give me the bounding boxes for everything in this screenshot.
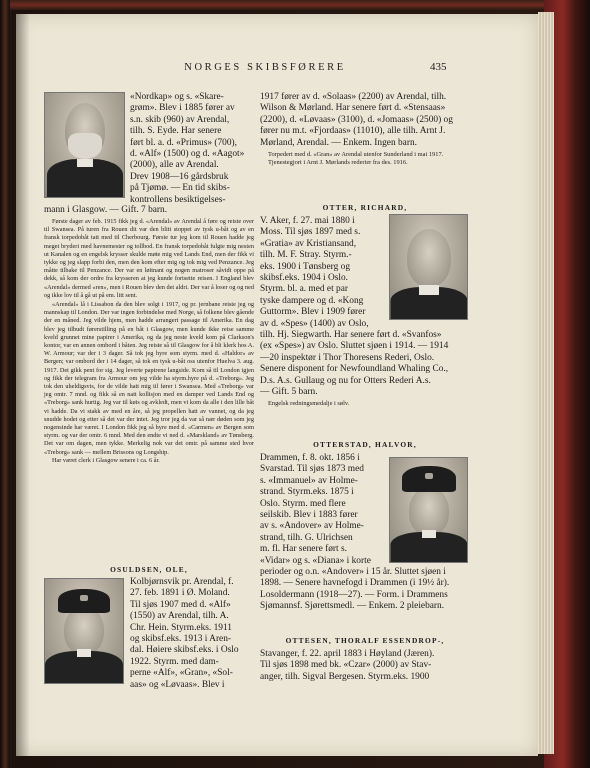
book-top-edge [10,0,590,10]
entry-heading-ottesen: OTTESEN, THORALF ESSENDROP-, [285,636,445,645]
entry-line: d. «Alf» (1500) og d. «Aagot» [130,149,245,160]
entry-line: strand. Styrm.eks. 1875 i [260,487,354,498]
portrait-photo-3 [389,214,468,320]
entry-line: Sjømannsf. Sjørettsmedl. — Enkem. 2 pleiebarn. [260,601,445,612]
entry-line: Til sjøs 1898 med bk. «Czar» (2000) av Stav- [260,660,432,671]
entry-line: og skibsf.eks. 1913 i Aren- [130,634,232,645]
note-line: Torpedert med d. «Gran» av Arendal utenfor Sunderland i mai 1917. [268,151,444,159]
entry-line: — Gift. 5 barn. [260,387,318,398]
entry-line: aas» og «Løvaas». Blev i [130,679,225,690]
entry-line: Wilson & Mørland. Har senere ført d. «Stensaas» [260,103,446,114]
note-line: Tjenestegjort i Arnt J. Mørlands rederier fra des. 1916. [268,159,408,167]
entry-line: Losoldermann (1918—27). — Form. i Drammens [260,589,448,600]
entry-line: tilh. Hj. Siegwarth. Har senere ført d. «Svanfos» [260,330,442,340]
entry-line: Drammen, f. 8. okt. 1856 i [260,453,360,463]
entry-ottesen-text [260,649,470,683]
entry-line: 27. feb. 1891 i Ø. Moland. [130,588,230,599]
entry-otter-text [260,216,384,330]
entry-line: s.n. skib (960) av Arendal, [130,114,230,125]
entry-line: (2200), d. «Løvaas» (3100), d. «Jomaas» (2500) og [260,114,453,125]
narrative-paragraph-1: Første dager av feb. 1915 fikk jeg d. «Arendal» av Arendal å føre og reiste over til Swansea. På turen fra Rouen dit var den blitt stoppet av tysk u-båt og av en fransk torpedobåt tatt med til Cherbourg. Første tur jeg kom til Rouen hadde jeg meget bryderi med havnemester og tollbod. En fransk torpedobåt fulgte mig nesten ut Kanalen og en engelsk krysser skulde møte mig ved Lands End, men der fikk vi tykke og jeg slapp forbi den, men den kom efter mig og tok mig ved Penzance. Jeg måtte tilbake til Penzance. Der var en løitnant og nogen matroser såvidt oppe på dekk, så kom der ordre fra krysseren at jeg kunde fortsette reisen. I England blev «Arendal» dermed «ren», men i Rouen blev den det aldri. Der var å loser og og ned og ikke lov til å gå ut på em. litt sent. [44,218,254,299]
entry-line: D.s. A.s. Gullaug og nu for Otters Rederi A.s. [260,375,431,386]
entry-heading-osuldsen: OSULDSEN, OLE, [110,565,188,574]
page-edges [538,12,554,754]
entry-line-full [44,205,254,216]
entry-heading-otter: OTTER, RICHARD, [322,203,408,212]
entry-line: Guttorm». Blev i 1909 fører [260,307,366,318]
entry-line: skibsf.eks. 1904 i Oslo. [260,273,349,284]
entry-line: (2000), alle av Arendal. [130,160,219,171]
entry-line: Moss. Til sjøs 1897 med s. [260,227,361,238]
portrait-photo-2 [44,578,124,684]
entry-line: tyske dampere og d. «Kong [260,295,364,306]
portrait-photo-4 [389,457,468,563]
entry-line: på Tjømø. — En tid skibs- [130,183,230,194]
narrative-last-line: Har været clerk i Glasgow senere i ca. 6 år. [52,456,160,464]
entry-line: anger, tilh. Sigval Bergesen. Styrm.eks. 1900 [260,671,430,682]
entry-line: s. «Immanuel» av Holme- [260,475,358,486]
entry-line: Mørland, Arendal. — Enkem. Ingen barn. [260,137,417,148]
entry-line: V. Aker, f. 27. mai 1880 i [260,216,355,226]
entry-otter-text-full [260,330,470,409]
entry-line: «Nordkap» og s. «Skare- [130,92,224,102]
entry-line: eks. 1900 i Tønsberg og [260,261,351,272]
entry-line: kontrollens besiktigelses- [130,194,226,205]
entry-line: Drev 1908—16 gårdsbruk [130,171,229,182]
entry-line: dal. Høiere skibsf.eks. i Oslo [130,645,239,656]
entry-line: Senere disponent for Newfoundland Whaling Co., [260,364,449,375]
entry-line: av s. «Andover» av Holme- [260,521,364,532]
entry-line: Styrm. bl. a. med et par [260,284,349,295]
entry-otterstad-text-full [260,567,470,613]
portrait-photo-1 [44,92,125,198]
entry-line: m. fl. Har senere ført s. [260,544,347,555]
entry-line: grøm». Blev i 1885 fører av [130,103,235,114]
entry-line: Svarstad. Til sjøs 1873 med [260,464,364,475]
entry-line: tilh. M. F. Stray. Styrm.- [260,250,352,261]
entry-line: (1550) av Arendal, tilh. A. [130,611,229,622]
entry-osuldsen-text [130,577,254,691]
page-number: 435 [430,61,447,73]
entry-line: fører nu m.t. «Fjordaas» (11010), alle tilh. Arnt J. [260,126,446,137]
entry-line: seilskib. Blev i 1883 fører [260,510,358,521]
entry-line: «Vidar» og s. «Diana» i korte [260,555,371,566]
entry-line: «Gratia» av Kristiansand, [260,238,357,249]
entry-line: strand, tilh. G. Ulrichsen [260,532,353,543]
entry-line: 1922. Styrm. med dam- [130,656,219,667]
entry-heading-otterstad: OTTERSTAD, HALVOR, [313,440,417,449]
entry-line: Chr. Hein. Styrm.eks. 1911 [130,622,232,633]
entry-line: tilh. S. Eyde. Har senere [130,126,222,137]
book-spine [0,0,10,768]
narrative-paragraph-2: «Arendal» lå i Lissabon da den blev solgt i 1917, og pr. jernbane reiste jeg og mannskap til London. Der var ingen forbindelse med Norge, så folkene blev gående der en måned. Jeg vilde hjem, men hadde arrangert passage til Amerika. En dag blev jeg tilbudt førerstilling på en båt i Glasgow, men kunde ikke reise samme kveld grunnet mine papirer i Amerika, og da jeg neste kveld kom på Clarkson's kontor, var en annen ombord i båten. Jeg reiste så til Glasgow for å bli klerk hos A. W. Armour; var der i 3 dager. Så tok jeg hyre som styrm. med d. «Haldor» av Bergen; var ombord der i 14 dager, så tok en tysk u-båt oss utenfor Huelva 3. aug. 1917. Det gikk pent for sig. Jeg leverte papirene langside. Kom så til London igjen og fikk der telegram fra Armour om jeg vilde ha styrm.hyre på d. «Treborg». Jeg tok den uheldigsvis, for de vilde hatt mig til fører i Swansea. Med «Treborg» var jeg omtr. 7 mnd. og fikk så en natt kollisjon med en damper ved Lands End og «Treborg» sank hurtig. Jeg var til køis og avkledt, men vi kom da alle i den lille båt vi hadde. Da vi stakk av med en åre, så jeg propellen hatt av vannet, og da jeg snudde hodet og etter så det var der intet. Jeg tror jeg da var så nær døden som jeg nogensinde har været. I London fikk jeg så hyre med d. «Carmen» av Bergen som styrm. og var der omtr. 6 mnd. Med den endte vi ned d. «Marskland» av Tønsberg. Det var om dagen, men tykke. Merkelig nok var det omtr. på samme sted hvor «Treborg» sank — mellem Brissons og Longship. [44,301,254,456]
page-gutter-shadow [16,14,30,756]
entry-line: (ex «Spes») av Oslo. Sluttet sjøen i 1914. — 1914 [260,341,449,352]
note-line: Engelsk redningsmedalje i sølv. [268,400,350,408]
entry-line: perne «Alf», «Gran», «Sol- [130,668,233,679]
entry-line: Kolbjørnsvik pr. Arendal, f. [130,577,234,587]
entry-line: 1898. — Senere havnefogd i Drammen (i 19½ år). [260,578,450,589]
entry-line: —20 inspektør i Thor Thoresens Rederi, Oslo. [260,352,435,363]
entry-continuation-right [260,92,470,168]
running-header-title: NORGES SKIBSFØRERE [184,62,346,73]
entry-line: Oslo. Styrm. med flere [260,498,346,509]
entry-line: av d. «Spes» (1400) av Oslo, [260,318,369,329]
entry-line: ført bl. a. d. «Primus» (700), [130,137,238,148]
entry-line: perioder og o.n. «Andover» i 15 år. Sluttet sjøen i [260,567,446,577]
entry-continuation-left [130,92,254,206]
entry-line: Til sjøs 1907 med d. «Alf» [130,599,231,610]
entry-otterstad-text [260,453,384,567]
entry-line: 1917 fører av d. «Solaas» (2200) av Arendal, tilh. [260,92,447,102]
narrative-block [44,218,254,465]
entry-line: Stavanger, f. 22. april 1883 i Høyland (Jæren). [260,649,435,659]
entry-line: mann i Glasgow. — Gift. 7 barn. [44,205,168,215]
